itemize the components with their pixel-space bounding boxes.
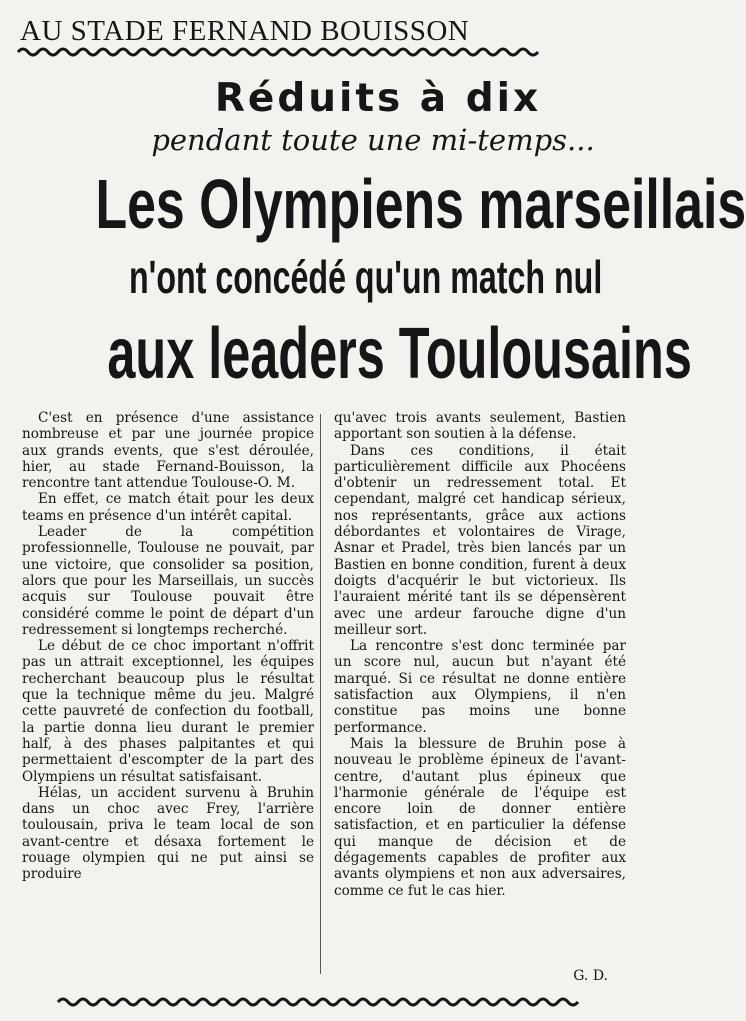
kicker-heading: AU STADE FERNAND BOUISSON [20, 15, 470, 47]
headline-line-1: Les Olympiens marseillais [95, 165, 746, 243]
wavy-rule-top [18, 46, 538, 58]
article-column-left [22, 410, 314, 980]
paragraph: Dans ces conditions, il était particulièrement difficile aux Phocéens d'obtenir un redressement total. Et cependant, malgré cet handicap sérieux, nos représentants, grâce aux actions débordantes et volontaires de Virage, Asnar et Pradel, très bien lancés par un Bastien en bonne condition, furent à deux doigts d'acquérir le but victorieux. Ils l'auraient mérité tant ils se dépensèrent avec une ardeur farouche digne d'un meilleur sort. [334, 442, 626, 638]
paragraph: Hélas, un accident survenu à Bruhin dans un choc avec Frey, l'arrière toulousain, priva le team local de son avant-centre et désaxa fortement le rouage olympien qui ne put ainsi se produire [22, 784, 314, 883]
headline-line-3: aux leaders Toulousains [107, 314, 692, 394]
newspaper-clipping [8, 6, 746, 1014]
paragraph: Mais la blessure de Bruhin pose à nouveau le problème épineux de l'avant-centre, d'autant plus épineux que l'harmonie générale de l'équipe est encore loin de donner entière satisfaction, et en particulier la défense qui manque de décision et de dégagements capables de profiter aux avants olympiens et non aux adversaires, comme ce fut le cas hier. [334, 735, 626, 899]
deck-line-1: Réduits à dix [214, 76, 542, 121]
paragraph: En effet, ce match était pour les deux teams en présence d'un intérêt capital. [22, 491, 314, 524]
paragraph: Le début de ce choc important n'offrit pas un attrait exceptionnel, les équipes recherchant beaucoup plus le résultat que la technique même du jeu. Malgré cette pauvreté de confection du football, la partie donna lieu durant le premier half, à des phases palpitantes et qui permettaient d'escompter de la part des Olympiens un résultat satisfaisant. [22, 638, 314, 785]
author-signature: G. D. [573, 968, 608, 984]
deck-line-2: pendant toute une mi-temps... [151, 123, 595, 157]
paragraph: Leader de la compétition professionnelle, Toulouse ne pouvait, par une victoire, que consolider sa position, alors que pour les Marseillais, un succès acquis sur Toulouse pouvait être considéré comme le point de départ d'un redressement si longtemps recherché. [22, 524, 314, 638]
paragraph: C'est en présence d'une assistance nombreuse et par une journée propice aux grands events, que s'est déroulée, hier, au stade Fernand-Bouisson, la rencontre tant attendue Toulouse-O. M. [22, 410, 314, 492]
column-divider [320, 414, 321, 974]
paragraph: qu'avec trois avants seulement, Bastien apportant son soutien à la défense. [334, 410, 626, 443]
paragraph: La rencontre s'est donc terminée par un score nul, aucun but n'ayant été marqué. Si ce résultat ne donne entière satisfaction aux Olympiens, il n'en constitue pas moins une bonne performance. [334, 638, 626, 736]
wavy-rule-bottom [58, 996, 578, 1008]
headline-line-2: n'ont concédé qu'un match nul [129, 251, 603, 303]
article-column-right [334, 410, 626, 980]
